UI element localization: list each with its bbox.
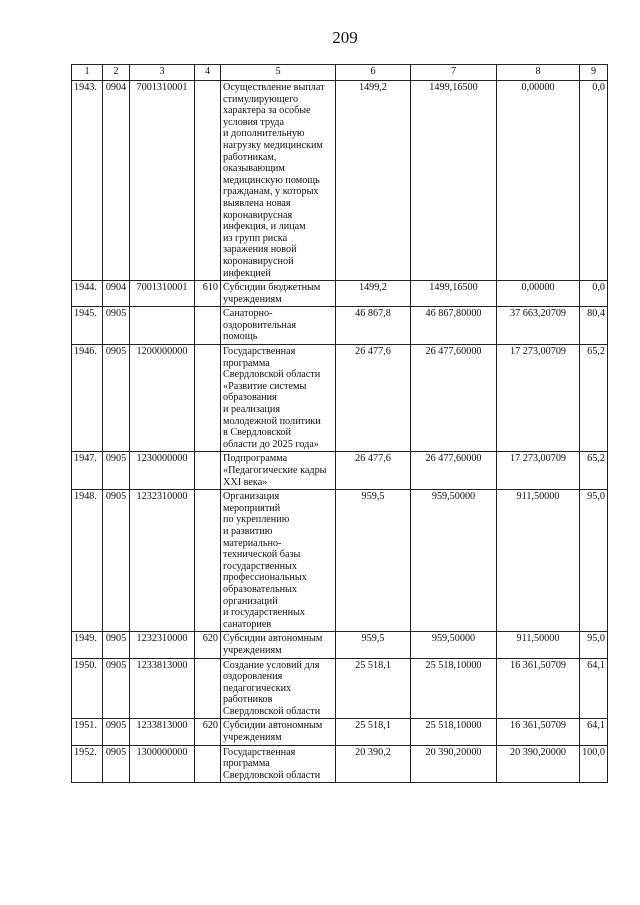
row-number-cell: 1944.: [72, 281, 103, 307]
target-code-cell: 1300000000: [130, 745, 195, 783]
column-header: 5: [221, 65, 336, 81]
description-line: молодежной политики: [223, 415, 321, 427]
execution-percent-cell: 64,1: [580, 719, 608, 745]
table-body: [72, 81, 608, 783]
description-line: технической базы: [223, 549, 301, 561]
description-cell: [221, 281, 336, 307]
approved-amount-cell: 1499,2: [336, 281, 411, 307]
updated-amount-cell: 20 390,20000: [411, 745, 497, 783]
column-header: 6: [336, 65, 411, 81]
section-code-cell: 0905: [103, 719, 130, 745]
description-line: нагрузку медицинским: [223, 139, 323, 151]
executed-amount-cell: 17 273,00709: [497, 452, 580, 490]
expense-type-cell: [195, 307, 221, 345]
section-code-cell: 0904: [103, 81, 130, 281]
description-line: помощь: [223, 331, 258, 343]
row-number-cell: 1949.: [72, 632, 103, 658]
description-line: характера за особые: [223, 105, 311, 117]
section-code-cell: 0905: [103, 490, 130, 632]
row-number-cell: 1947.: [72, 452, 103, 490]
approved-amount-cell: 26 477,6: [336, 452, 411, 490]
execution-percent-cell: 95,0: [580, 490, 608, 632]
section-code-cell: 0904: [103, 281, 130, 307]
description-line: оздоровительная: [223, 319, 297, 331]
column-header: 9: [580, 65, 608, 81]
updated-amount-cell: 26 477,60000: [411, 452, 497, 490]
target-code-cell: 1230000000: [130, 452, 195, 490]
approved-amount-cell: 1499,2: [336, 81, 411, 281]
executed-amount-cell: 0,00000: [497, 81, 580, 281]
description-line: государственных: [223, 560, 297, 572]
description-line: Государственная: [223, 346, 296, 358]
target-code-cell: 1232310000: [130, 632, 195, 658]
description-line: Свердловской области: [223, 705, 321, 717]
description-line: Санаторно-: [223, 308, 273, 320]
description-cell: [221, 345, 336, 452]
description-line: Создание условий для: [223, 659, 320, 671]
description-cell: [221, 632, 336, 658]
expense-type-cell: 620: [195, 719, 221, 745]
description-line: из групп риска: [223, 232, 288, 244]
approved-amount-cell: 46 867,8: [336, 307, 411, 345]
updated-amount-cell: 46 867,80000: [411, 307, 497, 345]
section-code-cell: 0905: [103, 745, 130, 783]
description-line: и реализация: [223, 404, 281, 416]
executed-amount-cell: 16 361,50709: [497, 719, 580, 745]
execution-percent-cell: 65,2: [580, 452, 608, 490]
column-number-header-row: [72, 65, 608, 81]
executed-amount-cell: 17 273,00709: [497, 345, 580, 452]
description-line: XXI века»: [223, 476, 268, 488]
description-line: программа: [223, 357, 270, 369]
table-row: [72, 281, 608, 307]
executed-amount-cell: 0,00000: [497, 281, 580, 307]
table-row: [72, 490, 608, 632]
column-header: 1: [72, 65, 103, 81]
table-row: [72, 307, 608, 345]
section-code-cell: 0905: [103, 307, 130, 345]
target-code-cell: [130, 307, 195, 345]
description-line: медицинскую помощь: [223, 174, 320, 186]
target-code-cell: 7001310001: [130, 81, 195, 281]
row-number-cell: 1950.: [72, 658, 103, 719]
column-header: 7: [411, 65, 497, 81]
description-cell: [221, 81, 336, 281]
target-code-cell: 7001310001: [130, 281, 195, 307]
executed-amount-cell: 37 663,20709: [497, 307, 580, 345]
target-code-cell: 1200000000: [130, 345, 195, 452]
description-line: инфекция, и лицам: [223, 221, 306, 233]
description-line: по укреплению: [223, 514, 290, 526]
description-line: мероприятий: [223, 502, 281, 514]
table-row: [72, 81, 608, 281]
description-line: профессиональных: [223, 572, 307, 584]
description-cell: [221, 719, 336, 745]
expense-type-cell: [195, 658, 221, 719]
description-line: «Развитие системы: [223, 380, 307, 392]
execution-percent-cell: 64,1: [580, 658, 608, 719]
expense-type-cell: [195, 745, 221, 783]
description-line: Субсидии бюджетным: [223, 282, 321, 294]
row-number-cell: 1951.: [72, 719, 103, 745]
executed-amount-cell: 20 390,20000: [497, 745, 580, 783]
description-line: Осуществление выплат: [223, 82, 325, 93]
description-line: Свердловской области: [223, 369, 321, 381]
target-code-cell: 1233813000: [130, 719, 195, 745]
section-code-cell: 0905: [103, 658, 130, 719]
approved-amount-cell: 25 518,1: [336, 658, 411, 719]
description-cell: [221, 490, 336, 632]
description-cell: [221, 658, 336, 719]
description-line: образования: [223, 392, 277, 404]
updated-amount-cell: 959,50000: [411, 490, 497, 632]
row-number-cell: 1943.: [72, 81, 103, 281]
description-line: Субсидии автономным: [223, 633, 323, 645]
row-number-cell: 1952.: [72, 745, 103, 783]
description-line: стимулирующего: [223, 93, 299, 105]
description-line: Свердловской области: [223, 769, 321, 781]
description-line: и дополнительную: [223, 128, 305, 140]
description-line: работников: [223, 694, 273, 706]
updated-amount-cell: 25 518,10000: [411, 658, 497, 719]
description-line: выявлена новая: [223, 197, 291, 209]
row-number-cell: 1945.: [72, 307, 103, 345]
executed-amount-cell: 16 361,50709: [497, 658, 580, 719]
row-number-cell: 1948.: [72, 490, 103, 632]
table-row: [72, 632, 608, 658]
description-line: работникам,: [223, 151, 277, 163]
updated-amount-cell: 26 477,60000: [411, 345, 497, 452]
updated-amount-cell: 959,50000: [411, 632, 497, 658]
execution-percent-cell: 65,2: [580, 345, 608, 452]
description-line: организаций: [223, 595, 278, 607]
description-line: и государственных: [223, 607, 305, 619]
description-cell: [221, 745, 336, 783]
execution-percent-cell: 95,0: [580, 632, 608, 658]
description-line: санаториев: [223, 618, 272, 630]
section-code-cell: 0905: [103, 452, 130, 490]
description-line: гражданам, у которых: [223, 186, 319, 198]
description-line: в Свердловской: [223, 427, 291, 439]
target-code-cell: 1233813000: [130, 658, 195, 719]
row-number-cell: 1946.: [72, 345, 103, 452]
table-row: [72, 345, 608, 452]
description-line: учреждениям: [223, 293, 282, 305]
expense-type-cell: [195, 490, 221, 632]
column-header: 4: [195, 65, 221, 81]
table-row: [72, 658, 608, 719]
approved-amount-cell: 25 518,1: [336, 719, 411, 745]
column-header: 2: [103, 65, 130, 81]
description-line: Субсидии автономным: [223, 720, 323, 732]
updated-amount-cell: 1499,16500: [411, 281, 497, 307]
description-line: Организация: [223, 491, 280, 503]
description-line: образовательных: [223, 583, 297, 595]
column-header: 3: [130, 65, 195, 81]
budget-table: [71, 64, 608, 783]
description-line: оказывающим: [223, 163, 285, 175]
execution-percent-cell: 0,0: [580, 81, 608, 281]
column-header: 8: [497, 65, 580, 81]
execution-percent-cell: 80,4: [580, 307, 608, 345]
approved-amount-cell: 20 390,2: [336, 745, 411, 783]
updated-amount-cell: 1499,16500: [411, 81, 497, 281]
description-line: «Педагогические кадры: [223, 465, 327, 476]
page-number: 209: [332, 28, 358, 47]
section-code-cell: 0905: [103, 345, 130, 452]
description-line: заражения новой: [223, 244, 297, 256]
description-cell: [221, 452, 336, 490]
approved-amount-cell: 959,5: [336, 490, 411, 632]
expense-type-cell: 620: [195, 632, 221, 658]
expense-type-cell: [195, 452, 221, 490]
description-line: Подпрограмма: [223, 453, 288, 465]
execution-percent-cell: 100,0: [580, 745, 608, 783]
description-line: учреждениям: [223, 732, 282, 744]
description-line: области до 2025 года»: [223, 438, 319, 450]
table-row: [72, 719, 608, 745]
approved-amount-cell: 26 477,6: [336, 345, 411, 452]
target-code-cell: 1232310000: [130, 490, 195, 632]
description-line: программа: [223, 758, 270, 770]
description-line: учреждениям: [223, 644, 282, 656]
description-line: коронавирусной: [223, 255, 294, 267]
description-line: и развитию: [223, 525, 273, 537]
updated-amount-cell: 25 518,10000: [411, 719, 497, 745]
expense-type-cell: 610: [195, 281, 221, 307]
expense-type-cell: [195, 345, 221, 452]
table-row: [72, 452, 608, 490]
expense-type-cell: [195, 81, 221, 281]
table-row: [72, 745, 608, 783]
description-line: коронавирусная: [223, 209, 293, 221]
executed-amount-cell: 911,50000: [497, 490, 580, 632]
description-line: Государственная: [223, 746, 296, 758]
description-line: оздоровления: [223, 671, 283, 683]
description-cell: [221, 307, 336, 345]
description-line: материально-: [223, 537, 282, 549]
executed-amount-cell: 911,50000: [497, 632, 580, 658]
section-code-cell: 0905: [103, 632, 130, 658]
description-line: условия труда: [223, 116, 284, 128]
approved-amount-cell: 959,5: [336, 632, 411, 658]
description-line: педагогических: [223, 682, 292, 694]
execution-percent-cell: 0,0: [580, 281, 608, 307]
description-line: инфекцией: [223, 267, 271, 279]
